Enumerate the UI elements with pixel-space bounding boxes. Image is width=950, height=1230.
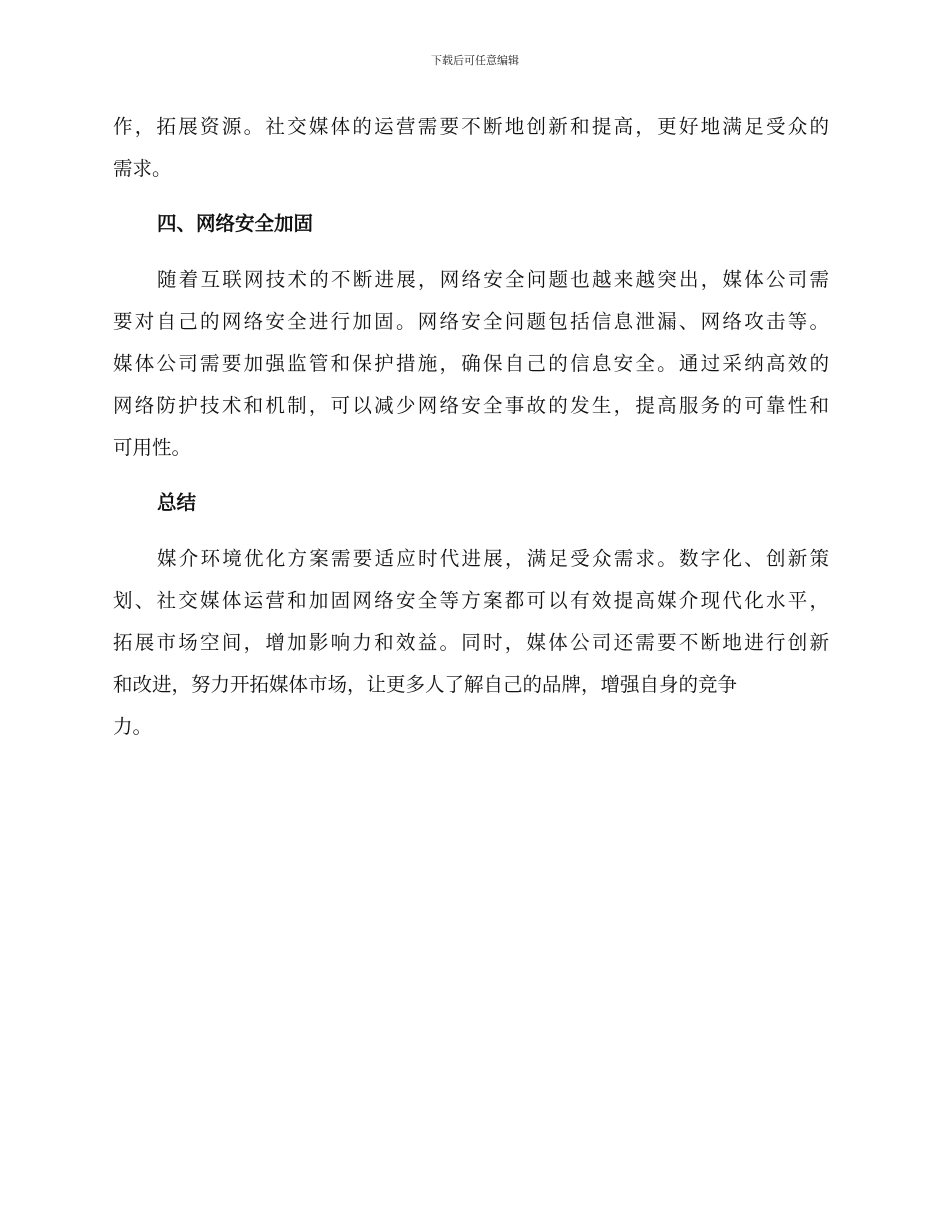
- paragraph-line: 划、社交媒体运营和加固网络安全等方案都可以有效提高媒介现代化水平，: [113, 589, 829, 612]
- paragraph-line: 和改进，努力开拓媒体市场，让更多人了解自己的品牌，增强自身的竞争: [113, 673, 738, 696]
- paragraph-line: 媒体公司需要加强监管和保护措施，确保自己的信息安全。通过采纳高效的: [113, 352, 829, 375]
- paragraph-line: 需求。: [113, 157, 172, 180]
- section-heading: 总结: [157, 491, 197, 514]
- paragraph-line: 网络防护技术和机制，可以减少网络安全事故的发生，提高服务的可靠性和: [113, 394, 829, 417]
- paragraph-line: 力。: [113, 715, 153, 738]
- paragraph-line: 要对自己的网络安全进行加固。网络安全问题包括信息泄漏、网络攻击等。: [113, 310, 829, 333]
- paragraph-line: 媒介环境优化方案需要适应时代进展，满足受众需求。数字化、创新策: [157, 547, 829, 570]
- paragraph-line: 随着互联网技术的不断进展，网络安全问题也越来越突出，媒体公司需: [157, 268, 829, 291]
- paragraph-line: 拓展市场空间，增加影响力和效益。同时，媒体公司还需要不断地进行创新: [113, 631, 829, 654]
- section-heading: 四、网络安全加固: [157, 212, 314, 235]
- paragraph-line: 可用性。: [113, 436, 192, 459]
- page-header: 下载后可任意编辑: [431, 54, 519, 67]
- paragraph-line: 作，拓展资源。社交媒体的运营需要不断地创新和提高，更好地满足受众的: [113, 115, 829, 138]
